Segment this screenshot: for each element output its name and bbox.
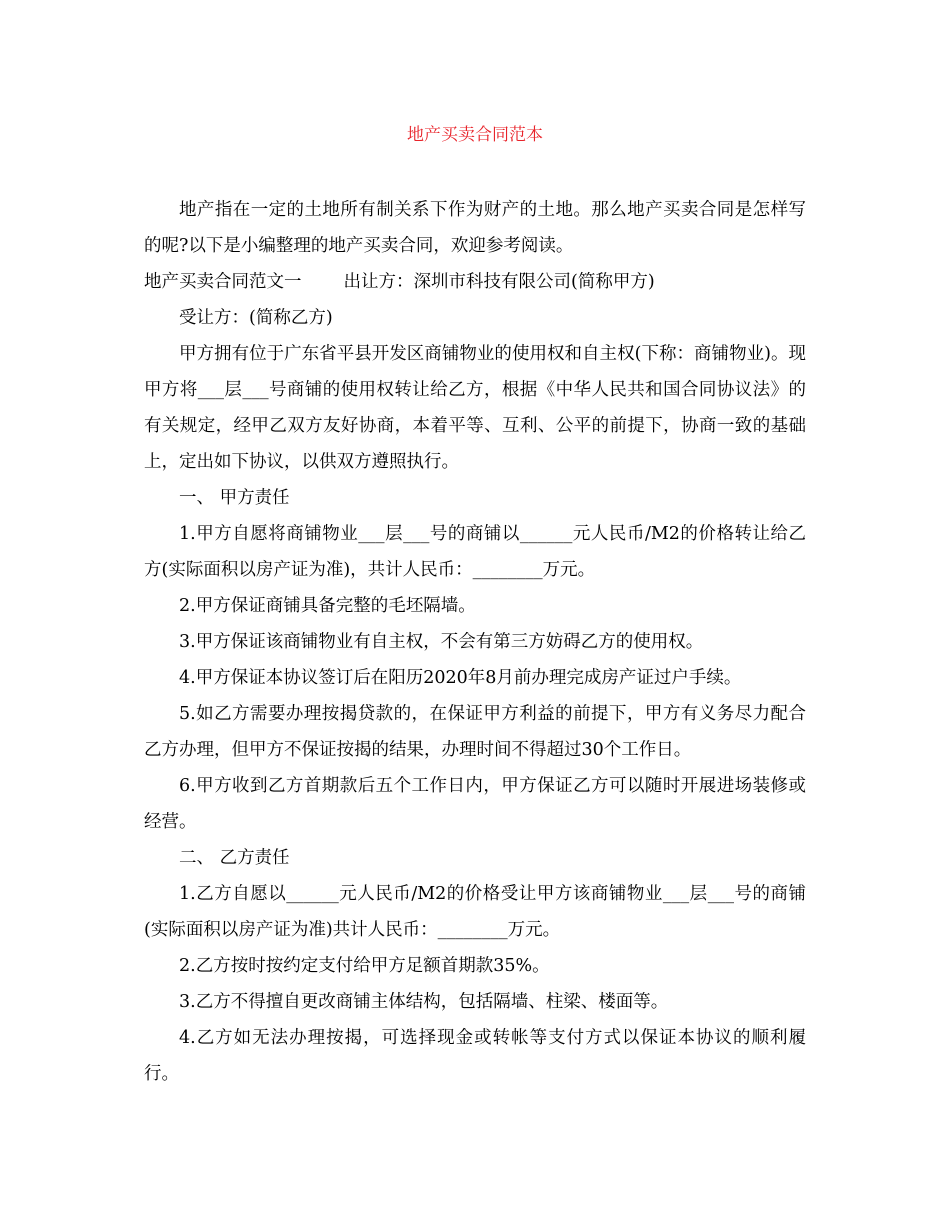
section1-item: 5.如乙方需要办理按揭贷款的，在保证甲方利益的前提下，甲方有义务尽力配合乙方办理，但甲方不保证按揭的结果，办理时间不得超过30个工作日。: [144, 704, 806, 760]
document-body: [144, 192, 806, 1092]
section1-item: 6.甲方收到乙方首期款后五个工作日内，甲方保证乙方可以随时开展进场装修或经营。: [144, 776, 806, 832]
section1-heading: 一、 甲方责任: [179, 488, 290, 508]
section1-item: 1.甲方自愿将商铺物业___层___号的商铺以______元人民币/M2的价格转让给乙方(实际面积以房产证为准)，共计人民币：________万元。: [144, 524, 806, 580]
section2-item: 1.乙方自愿以______元人民币/M2的价格受让甲方该商铺物业___层___号的商铺(实际面积以房产证为准)共计人民币：________万元。: [144, 884, 806, 940]
sample-heading: 地产买卖合同范文一: [144, 272, 302, 292]
intro-paragraph: 地产指在一定的土地所有制关系下作为财产的土地。那么地产买卖合同是怎样写的呢?以下是小编整理的地产买卖合同，欢迎参考阅读。: [144, 200, 806, 256]
seller-line: [144, 264, 806, 300]
section2-item: 2.乙方按时按约定支付给甲方足额首期款35%。: [179, 956, 550, 976]
buyer-line: 受让方：(简称乙方): [179, 308, 333, 328]
section1-item: 4.甲方保证本协议签订后在阳历2020年8月前办理完成房产证过户手续。: [179, 668, 742, 688]
section1-item: 3.甲方保证该商铺物业有自主权，不会有第三方妨碍乙方的使用权。: [179, 632, 704, 652]
section2-item: 3.乙方不得擅自更改商铺主体结构，包括隔墙、柱梁、楼面等。: [179, 992, 669, 1012]
section2-heading: 二、 乙方责任: [179, 848, 290, 868]
document-title: 地产买卖合同范本: [407, 125, 543, 145]
section2-item: 4.乙方如无法办理按揭，可选择现金或转帐等支付方式以保证本协议的顺利履行。: [144, 1028, 806, 1084]
section1-item: 2.甲方保证商铺具备完整的毛坯隔墙。: [179, 596, 476, 616]
preamble-paragraph: 甲方拥有位于广东省平县开发区商铺物业的使用权和自主权(下称：商铺物业)。现甲方将___层___号商铺的使用权转让给乙方，根据《中华人民共和国合同协议法》的有关规定，经甲乙双方友好协商，本着平等、互利、公平的前提下，协商一致的基础上，定出如下协议，以供双方遵照执行。: [144, 344, 806, 472]
seller-text: 出让方：深圳市科技有限公司(简称甲方): [343, 272, 655, 292]
